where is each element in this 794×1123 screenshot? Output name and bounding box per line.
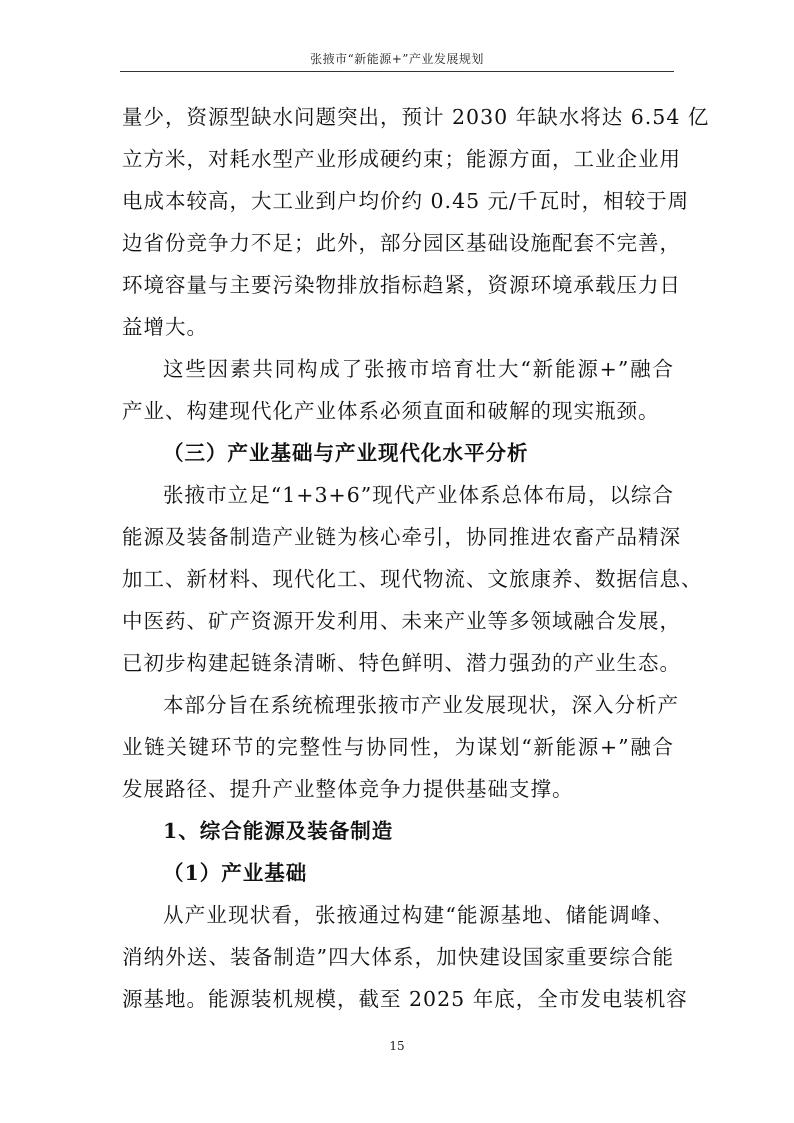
text-line: 已初步构建起链条清晰、特色鲜明、潜力强劲的产业生态。 <box>122 651 681 675</box>
page-body <box>122 96 710 1020</box>
text-line: 产业、构建现代化产业体系必须直面和破解的现实瓶颈。 <box>122 399 660 423</box>
running-header: 张掖市“新能源+”产业发展规划 <box>310 52 484 66</box>
text-line: 能源及装备制造产业链为核心牵引，协同推进农畜产品精深 <box>122 525 681 549</box>
section-heading: （三）产业基础与产业现代化水平分析 <box>163 441 529 465</box>
text-line: 业链关键环节的完整性与协同性，为谋划“新能源+”融合 <box>122 735 674 759</box>
text-line: 量少，资源型缺水问题突出，预计 2030 年缺水将达 6.54 亿 <box>122 105 710 129</box>
text-line: 发展路径、提升产业整体竞争力提供基础支撑。 <box>122 777 574 801</box>
text-line: 中医药、矿产资源开发利用、未来产业等多领域融合发展， <box>122 609 681 633</box>
sub-subsection-heading: （1）产业基础 <box>163 861 308 885</box>
text-line: 从产业现状看，张掖通过构建“能源基地、储能调峰、 <box>163 903 674 927</box>
page-number: 15 <box>389 1039 405 1053</box>
subsection-heading: 1、综合能源及装备制造 <box>163 819 394 843</box>
text-line: 张掖市立足“1+3+6”现代产业体系总体布局，以综合 <box>163 483 674 507</box>
text-line: 益增大。 <box>122 315 208 339</box>
text-line: 这些因素共同构成了张掖市培育壮大“新能源+”融合 <box>163 357 674 381</box>
text-line: 加工、新材料、现代化工、现代物流、文旅康养、数据信息、 <box>122 567 703 591</box>
text-line: 源基地。能源装机规模，截至 2025 年底，全市发电装机容 <box>122 987 688 1011</box>
text-line: 立方米，对耗水型产业形成硬约束；能源方面，工业企业用 <box>122 147 681 171</box>
text-line: 边省份竞争力不足；此外，部分园区基础设施配套不完善， <box>122 231 681 255</box>
text-line: 本部分旨在系统梳理张掖市产业发展现状，深入分析产 <box>163 693 679 717</box>
text-line: 电成本较高，大工业到户均价约 0.45 元/千瓦时，相较于周 <box>122 189 690 213</box>
text-line: 消纳外送、装备制造”四大体系，加快建设国家重要综合能 <box>122 945 674 969</box>
text-line: 环境容量与主要污染物排放指标趋紧，资源环境承载压力日 <box>122 273 681 297</box>
header-divider <box>120 71 674 72</box>
